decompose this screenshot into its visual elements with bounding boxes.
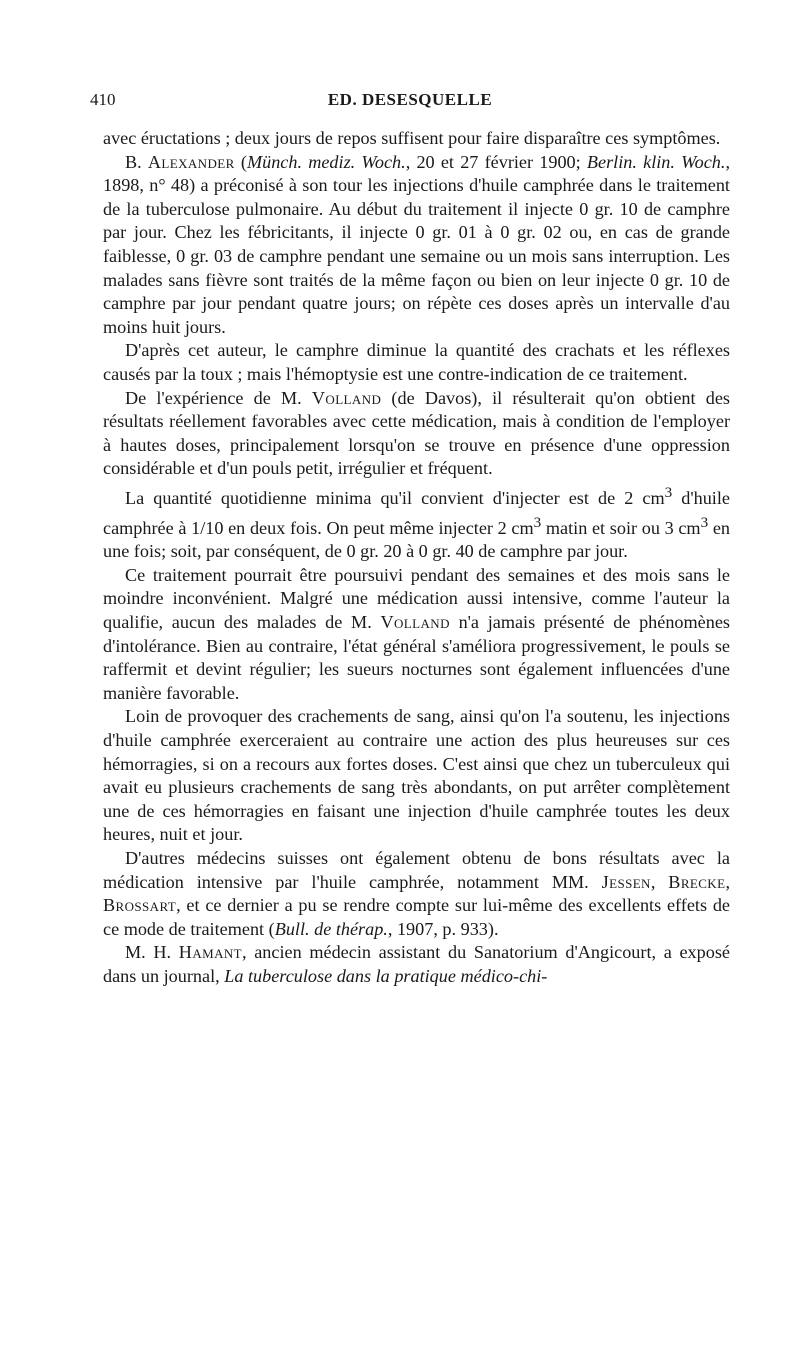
text-run: (de Davos), il résulterait qu'on obtient des résultats réellement favorables avec cette médication, mais à condition de l'employer à hautes doses, principalement lorsqu'on se trouve en présence d'une oppression considérable et d'un pouls petit, irrégulier et fréquent. — [103, 387, 730, 479]
text-run: B. — [125, 151, 148, 172]
author-name: Volland — [380, 612, 450, 632]
text-run: , 1907, p. 933). — [387, 918, 499, 939]
text-run: n'a jamais présenté de phénomènes d'intolérance. Bien au contraire, l'état général s'améliora progressivement, le pouls se raffermit et devint régulier; les sueurs nocturnes sont également influencées d'une manière favorable. — [103, 612, 730, 703]
author-name: Brecke — [668, 871, 726, 892]
text-run: , et ce dernier a pu se rendre compte sur lui-même des excellents effets de ce mode de traitement ( — [103, 895, 730, 939]
paragraph — [103, 387, 730, 481]
citation-title: Berlin. klin. Woch. — [586, 151, 726, 172]
text-run: De l'expérience de M. — [125, 387, 312, 408]
text-run: M. H. — [125, 942, 179, 963]
body-text — [103, 127, 730, 989]
paragraph — [103, 151, 730, 340]
text-run: , — [725, 871, 730, 892]
superscript: 3 — [533, 513, 542, 531]
paragraph — [103, 941, 730, 988]
text-run: , 20 et 27 février 1900; — [405, 151, 587, 172]
text-run: D'autres médecins suisses ont également obtenu de bons résultats avec la médication intensive par l'huile camphrée, notamment MM. — [103, 847, 730, 892]
superscript: 3 — [664, 483, 673, 501]
citation-title: Münch. mediz. Woch. — [246, 151, 406, 172]
superscript: 3 — [700, 513, 709, 531]
paragraph — [103, 847, 730, 941]
page-number: 410 — [90, 90, 116, 109]
author-name: Jessen — [601, 871, 651, 892]
citation-title: Bull. de thérap. — [274, 918, 388, 939]
text-run: Ce traitement pourrait être poursuivi pendant des semaines et des mois sans le moindre inconvénient. Malgré une médication aussi intensive, comme l'auteur la qualifie, aucun des malades de M. — [103, 564, 730, 632]
author-name: Volland — [311, 387, 382, 408]
text-run: avec éructations ; deux jours de repos suffisent pour faire disparaître ces symptômes. — [103, 128, 721, 148]
paragraph — [103, 481, 730, 564]
text-run: d'huile camphrée à 1/10 en deux fois. On peut même injecter 2 cm — [103, 487, 730, 538]
text-run: en une fois; soit, par conséquent, de 0 gr. 20 à 0 gr. 40 de camphre par jour. — [103, 517, 730, 562]
running-title: ED. DESESQUELLE — [327, 90, 493, 109]
page-header — [90, 90, 730, 112]
citation-title: La tuberculose dans la pratique médico-chi- — [224, 965, 548, 986]
paragraph — [103, 564, 730, 706]
text-run: La quantité quotidienne minima qu'il convient d'injecter est de 2 cm — [125, 487, 665, 508]
paragraph — [103, 705, 730, 847]
paragraph — [103, 339, 730, 386]
text-run: , ancien médecin assistant du Sanatorium d'Angicourt, a exposé dans un journal, — [103, 942, 730, 986]
text-run: D'après cet auteur, le camphre diminue la quantité des crachats et les réflexes causés par la toux ; mais l'hémoptysie est une contre-indication de ce traitement. — [103, 340, 730, 384]
author-name: Alexander — [147, 151, 235, 172]
author-name: Brossart — [103, 895, 177, 916]
text-run: Loin de provoquer des crachements de sang, ainsi qu'on l'a soutenu, les injections d'huile camphrée exerceraient au contraire une action des plus heureuses sur ces hémorragies, si on a recours aux fortes doses. C'est ainsi que chez un tuberculeux qui avait eu plusieurs crachements de sang très abondants, on put arrêter complètement une de ces hémorragies en faisant une injection d'huile camphrée toutes les deux heures, nuit et jour. — [103, 706, 730, 845]
text-run: , — [650, 871, 669, 892]
paragraph — [103, 127, 730, 151]
text-run: matin et soir ou 3 cm — [541, 517, 701, 538]
text-run: ( — [234, 151, 247, 172]
author-name: Hamant — [178, 942, 242, 963]
text-run: , 1898, n° 48) a préconisé à son tour les injections d'huile camphrée dans le traitement de la tuberculose pulmonaire. Au début du traitement il injecte 0 gr. 10 de camphre par jour. Chez les fébricitants, il injecte 0 gr. 01 à 0 gr. 02 ou, en cas de grande faiblesse, 0 gr. 03 de camphre pendant une semaine ou un mois sans interruption. Les malades sans fièvre sont traités de la même façon ou bien on leur injecte 0 gr. 10 de camphre par jour pendant quatre jours; on répète ces doses après un intervalle d'au moins huit jours. — [103, 151, 730, 337]
